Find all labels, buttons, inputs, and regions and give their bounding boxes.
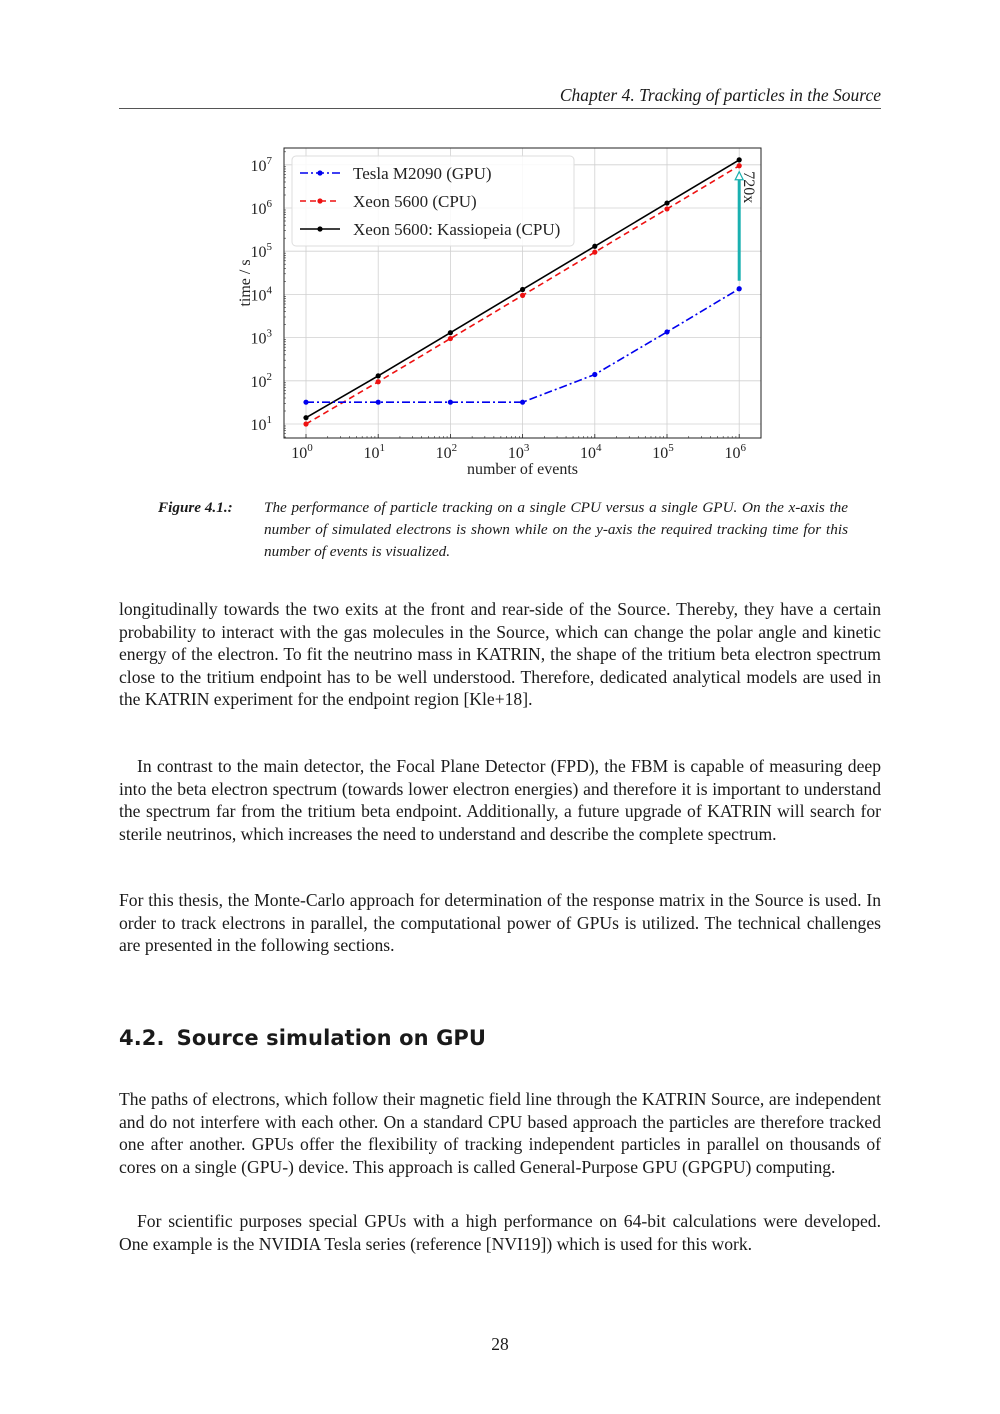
x-tick-label: $10^3$	[507, 442, 530, 462]
data-point-marker	[303, 400, 308, 405]
data-point-marker	[664, 206, 669, 211]
data-point-marker	[303, 421, 308, 426]
page-number: 28	[491, 1334, 509, 1354]
data-point-marker	[520, 293, 525, 298]
y-tick-label: $10^4$	[250, 284, 272, 305]
x-tick-label: $10^6$	[724, 442, 746, 462]
paragraph-2: In contrast to the main detector, the Focal Plane Detector (FPD), the FBM is capable of measuring deep into the beta electron spectrum (towards lower electron energies) and therefore it is important to understand the spectrum far from the tritium beta endpoint. Additionally, a future upgrade of KATRIN will search for sterile neutrinos, which increases the need to understand and describe the complete spectrum.	[119, 756, 881, 844]
data-point-marker	[664, 200, 669, 205]
data-point-marker	[448, 400, 453, 405]
legend-marker	[317, 198, 322, 203]
x-tick-label: $10^2$	[435, 442, 458, 462]
data-point-marker	[520, 287, 525, 292]
section-number: 4.2.	[119, 1026, 165, 1050]
legend-marker	[317, 170, 322, 175]
data-point-marker	[664, 329, 669, 334]
legend-entry-label: Xeon 5600 (CPU)	[353, 192, 477, 211]
x-tick-label: $10^0$	[291, 442, 313, 462]
y-axis-label: time / s	[237, 259, 254, 307]
x-tick-label: $10^4$	[580, 442, 602, 462]
data-point-marker	[376, 379, 381, 384]
y-tick-label: $10^5$	[250, 241, 272, 262]
x-tick-label: $10^5$	[652, 442, 674, 462]
data-point-marker	[376, 400, 381, 405]
y-tick-label: $10^6$	[250, 198, 272, 218]
x-axis-label: number of events	[466, 461, 579, 478]
y-tick-label: $10^1$	[250, 414, 272, 434]
data-point-marker	[448, 330, 453, 335]
data-point-marker	[448, 336, 453, 341]
section-paragraph-2: For scientific purposes special GPUs with a high performance on 64-bit calculations were developed. One example is the NVIDIA Tesla series (reference [NVI19]) which is used for this work.	[119, 1211, 881, 1254]
figure-caption	[158, 497, 848, 563]
data-point-marker	[592, 244, 597, 249]
y-tick-label: $10^3$	[250, 327, 272, 348]
section-title: Source simulation on GPU	[176, 1026, 487, 1050]
figure-caption-text: The performance of particle tracking on a single CPU versus a single GPU. On the x-axis the number of simulated electrons is shown while on the y-axis the required tracking time for this number of events is visualized.	[264, 499, 848, 560]
y-tick-label: $10^2$	[250, 370, 272, 391]
data-point-marker	[520, 400, 525, 405]
performance-chart	[230, 140, 770, 480]
running-head: Chapter 4. Tracking of particles in the Source	[559, 85, 881, 105]
figure-label: Figure 4.1.:	[158, 499, 233, 516]
figure-4-1	[230, 140, 770, 480]
paragraph-1: longitudinally towards the two exits at the front and rear-side of the Source. Thereby, they have a certain probability to interact with the gas molecules in the Source, which can change the polar angle and kinetic energy of the electron. To fit the neutrino mass in KATRIN, the shape of the tritium beta electron spectrum close to the tritium endpoint has to be well understood. Therefore, dedicated analytical models are used in the KATRIN experiment for the endpoint region [Kle+18].	[119, 599, 881, 709]
section-heading	[119, 1026, 486, 1050]
data-point-marker	[592, 372, 597, 377]
paragraph-3: For this thesis, the Monte-Carlo approach for determination of the response matrix in the Source is used. In order to track electrons in parallel, the computational power of GPUs is utilized. The technical challenges are presented in the following sections.	[119, 890, 881, 955]
data-point-marker	[737, 163, 742, 168]
annotation-720x-label: 720x	[740, 171, 758, 204]
data-point-marker	[303, 415, 308, 420]
legend-entry-label: Tesla M2090 (GPU)	[353, 164, 492, 183]
legend-marker	[317, 226, 322, 231]
data-point-marker	[376, 373, 381, 378]
x-tick-label: $10^1$	[363, 442, 385, 462]
data-point-marker	[737, 286, 742, 291]
header-rule	[119, 108, 881, 109]
legend-entry-label: Xeon 5600: Kassiopeia (CPU)	[353, 220, 561, 239]
section-paragraph-1: The paths of electrons, which follow their magnetic field line through the KATRIN Source, are independent and do not interfere with each other. On a standard CPU based approach the particles are therefore tracked one after another. GPUs offer the flexibility of tracking independent particles in parallel on thousands of cores on a single (GPU-) device. This approach is called General-Purpose GPU (GPGPU) computing.	[119, 1089, 881, 1177]
y-tick-label: $10^7$	[250, 154, 272, 175]
data-point-marker	[592, 250, 597, 255]
data-point-marker	[737, 157, 742, 162]
